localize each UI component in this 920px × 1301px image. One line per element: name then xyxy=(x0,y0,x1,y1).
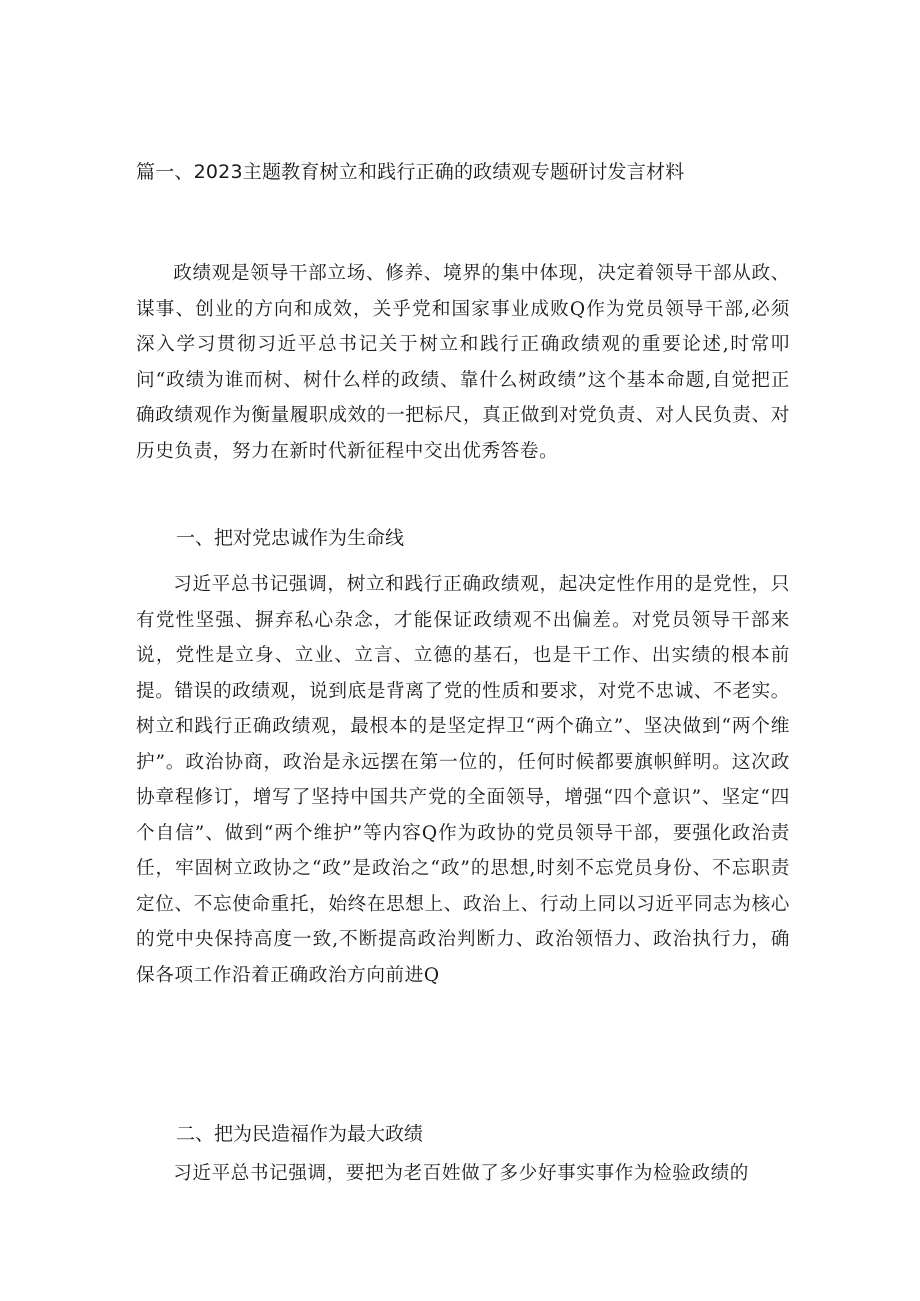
section-body-1: 习近平总书记强调，树立和践行正确政绩观，起决定性作用的是党性，只有党性坚强、摒弃私心杂念，才能保证政绩观不出偏差。对党员领导干部来说，党性是立身、立业、立言、立德的基石，也是干工作、出实绩的根本前提。错误的政绩观，说到底是背离了党的性质和要求，对党不忠诚、不老实。树立和践行正确政绩观，最根本的是坚定捍卫“两个确立”、坚决做到“两个维护”。政治协商，政治是永远摆在第一位的，任何时候都要旗帜鲜明。这次政协章程修订，增写了坚持中国共产党的全面领导，增强“四个意识”、坚定“四个自信”、做到“两个维护”等内容Q作为政协的党员领导干部，要强化政治责任，牢固树立政协之“政”是政治之“政”的思想,时刻不忘党员身份、不忘职责定位、不忘使命重托，始终在思想上、政治上、行动上同以习近平同志为核心的党中央保持高度一致,不断提高政治判断力、政治领悟力、政治执行力，确保各项工作沿着正确政治方向前进Q xyxy=(136,574,790,986)
document-title: 篇一、2023主题教育树立和践行正确的政绩观专题研讨发言材料 xyxy=(136,161,685,183)
intro-paragraph: 政绩观是领导干部立场、修养、境界的集中体现，决定着领导干部从政、谋事、创业的方向和成效，关乎党和国家事业成败Q作为党员领导干部,必须深入学习贯彻习近平总书记关于树立和践行正确政绩观的重要论述,时常叩问“政绩为谁而树、树什么样的政绩、靠什么树政绩”这个基本命题,自觉把正确政绩观作为衡量履职成效的一把标尺，真正做到对党负责、对人民负责、对历史负责，努力在新时代新征程中交出优秀答卷。 xyxy=(136,263,790,462)
section-heading-2: 二、把为民造福作为最大政绩 xyxy=(176,1123,424,1145)
section-body-2: 习近平总书记强调，要把为老百姓做了多少好事实事作为检验政绩的 xyxy=(173,1163,750,1184)
section-heading-1: 一、把对党忠诚作为生命线 xyxy=(176,527,405,549)
